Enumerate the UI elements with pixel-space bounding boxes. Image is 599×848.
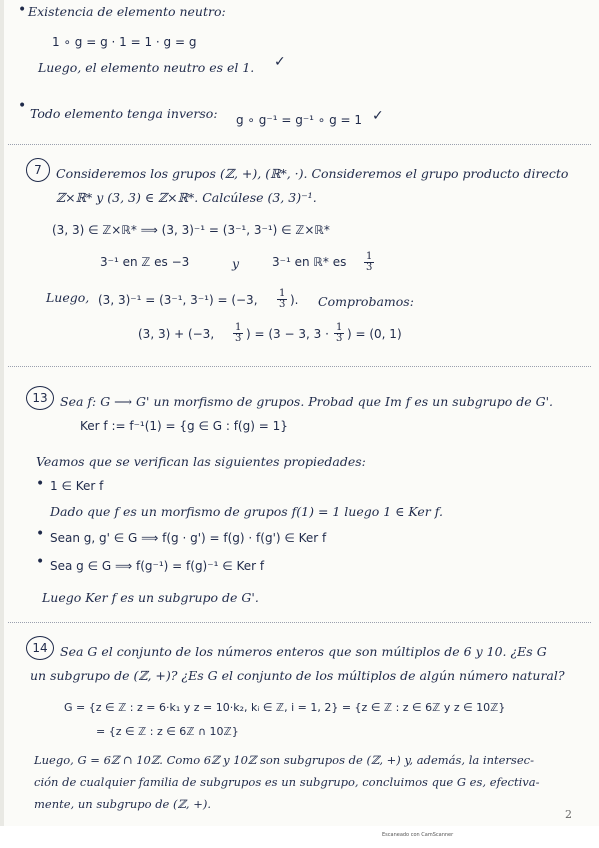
scanner-watermark: Escaneado con CamScanner: [382, 832, 454, 838]
exercise-number: 14: [26, 636, 54, 660]
neutral-title: Existencia de elemento neutro:: [28, 4, 226, 19]
ex14-set-def: G = {z ∈ ℤ : z = 6·k₁ y z = 10·k₂, kᵢ ∈ ℤ, i = 1, 2} = {z ∈ ℤ : z ∈ 6ℤ y z ∈ 10ℤ}: [64, 701, 506, 714]
fraction-one-third: $\frac{1}{3}$: [336, 322, 343, 344]
bullet: •: [36, 476, 45, 492]
ex13-kernel-def: Ker f := f⁻¹(1) = {g ∈ G : f(g) = 1}: [80, 419, 288, 433]
ex7-statement-1: Consideremos los grupos (ℤ, +), (ℝ*, ·). Consideremos el grupo producto directo: [56, 166, 569, 181]
ex14-conclusion-2: ción de cualquier familia de subgrupos es un subgrupo, concluimos que G es, efectiva-: [34, 775, 540, 789]
scan-footer-bar: [0, 826, 599, 848]
bullet: •: [36, 554, 45, 570]
exercise-number: 13: [26, 386, 54, 410]
bullet: •: [36, 526, 45, 542]
ex7-line-5b: (3, 3)⁻¹ = (3⁻¹, 3⁻¹) = (−3,: [98, 293, 258, 307]
bullet: •: [18, 98, 27, 114]
ex14-statement-1: Sea G el conjunto de los números enteros que son múltiplos de 6 y 10. ¿Es G: [60, 644, 547, 659]
ex7-line-4b: y: [232, 256, 240, 271]
ex13-prop-1-detail: Dado que f es un morfismo de grupos f(1) = 1 luego 1 ∈ Ker f.: [50, 504, 443, 519]
ex13-prop-2: Sean g, g' ∈ G ⟹ f(g · g') = f(g) · f(g') ∈ Ker f: [50, 531, 327, 545]
ex7-line-6c: ) = (0, 1): [347, 327, 402, 341]
ex14-statement-2: un subgrupo de (ℤ, +)? ¿Es G el conjunto de los múltiplos de algún número natural?: [30, 668, 565, 683]
check-icon: ✓: [372, 108, 384, 124]
ex7-line-3: (3, 3) ∈ ℤ×ℝ* ⟹ (3, 3)⁻¹ = (3⁻¹, 3⁻¹) ∈ ℤ×ℝ*: [52, 223, 330, 237]
ex14-conclusion-3: mente, un subgrupo de (ℤ, +).: [34, 797, 211, 811]
section-divider: [8, 366, 591, 367]
neutral-conclusion: Luego, el elemento neutro es el 1.: [38, 60, 255, 75]
ex13-statement-1: Sea f: G ⟶ G' un morfismo de grupos. Probad que Im f es un subgrupo de G'.: [60, 394, 554, 409]
ex7-line-6b: ) = (3 − 3, 3 ·: [246, 327, 329, 341]
ex14-conclusion-1: Luego, G = 6ℤ ∩ 10ℤ. Como 6ℤ y 10ℤ son subgrupos de (ℤ, +) y, además, la intersec-: [34, 753, 534, 767]
fraction-one-third: $\frac{1}{3}$: [235, 322, 242, 344]
scan-edge: [0, 0, 4, 848]
ex13-prop-3: Sea g ∈ G ⟹ f(g⁻¹) = f(g)⁻¹ ∈ Ker f: [50, 559, 265, 573]
exercise-number: 7: [26, 158, 50, 182]
inverse-equation: g ∘ g⁻¹ = g⁻¹ ∘ g = 1: [236, 113, 363, 127]
section-divider: [8, 622, 591, 623]
inverse-title: Todo elemento tenga inverso:: [30, 106, 218, 121]
ex7-line-4a: 3⁻¹ en ℤ es −3: [100, 255, 190, 269]
ex7-line-5c: ).: [290, 293, 299, 307]
ex7-line-5d: Comprobamos:: [318, 294, 414, 309]
bullet: •: [18, 2, 27, 18]
ex7-statement-2: ℤ×ℝ* y (3, 3) ∈ ℤ×ℝ*. Calcúlese (3, 3)⁻¹.: [56, 190, 317, 205]
check-icon: ✓: [274, 54, 286, 70]
ex13-prop-1: 1 ∈ Ker f: [50, 479, 104, 493]
ex7-line-6a: (3, 3) + (−3,: [138, 327, 215, 341]
ex13-conclusion: Luego Ker f es un subgrupo de G'.: [42, 590, 259, 605]
ex14-set-def-2: = {z ∈ ℤ : z ∈ 6ℤ ∩ 10ℤ}: [96, 725, 239, 738]
fraction-one-third: $\frac{1}{3}$: [366, 251, 373, 273]
page-number: 2: [565, 808, 572, 821]
neutral-equation: 1 ∘ g = g · 1 = 1 · g = g: [52, 35, 197, 49]
section-divider: [8, 144, 591, 145]
ex7-line-4c: 3⁻¹ en ℝ* es: [272, 255, 347, 269]
fraction-one-third: $\frac{1}{3}$: [279, 288, 286, 310]
ex7-line-5a: Luego,: [46, 290, 90, 305]
ex13-intro: Veamos que se verifican las siguientes propiedades:: [36, 454, 366, 469]
